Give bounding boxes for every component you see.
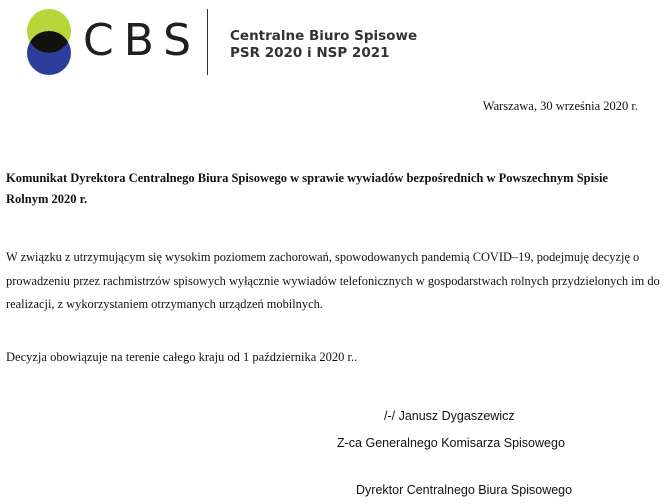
logo-text: CBS [83,15,202,66]
document-title: Komunikat Dyrektora Centralnego Biura Spisowego w sprawie wywiadów bezpośrednich w Powszechnym Spisie Rolnym 2020 r. [6,171,608,206]
body-paragraph: W związku z utrzymującym się wysokim poziomem zachorowań, spowodowanych pandemią COVID–19, podejmuję decyzję o prowadzeniu przez rachmistrzów spisowych wyłącznie wywiadów telefonicznych w gospodarstwach rolnych przydzielonych im do realizacji, z wykorzystaniem otrzymanych urządzeń mobilnych. [6,250,660,311]
decision-paragraph: Decyzja obowiązuje na terenie całego kraju od 1 października 2020 r.. [6,350,358,364]
letterhead [0,0,668,80]
header-divider [207,9,208,75]
org-subtitle: PSR 2020 i NSP 2021 [230,45,390,61]
date-line: Warszawa, 30 września 2020 r. [482,99,638,113]
signature-title: Dyrektor Centralnego Biura Spisowego [356,483,573,497]
signature-role: Z-ca Generalnego Komisarza Spisowego [337,436,565,450]
org-name: Centralne Biuro Spisowe [230,28,418,44]
signature-name: /-/ Janusz Dygaszewicz [384,409,515,423]
cbs-logo-icon [26,8,72,76]
